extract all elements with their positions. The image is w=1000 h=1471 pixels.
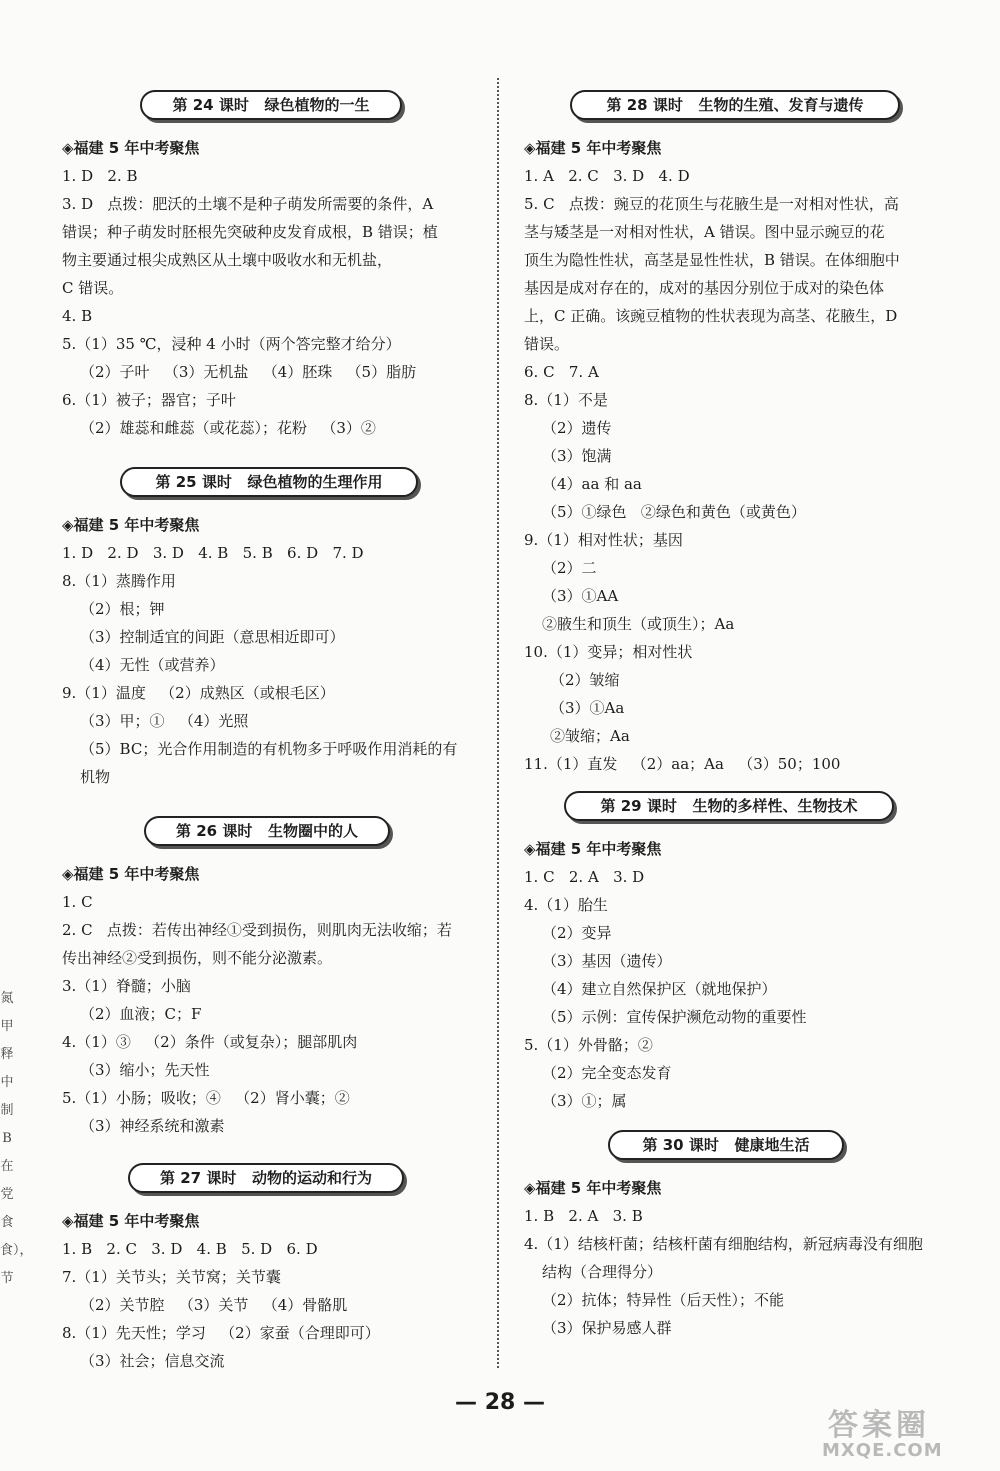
answer-line: ②皱缩；Aa: [550, 727, 630, 745]
page-number: — 28 —: [455, 1390, 545, 1415]
answer-line: （4）aa 和 aa: [542, 475, 642, 493]
answer-list: [62, 134, 482, 442]
answer-line: 1. B 2. C 3. D 4. B 5. D 6. D: [62, 1240, 318, 1258]
answer-line: 8.（1）不是: [524, 391, 608, 409]
answer-line: （3）控制适宜的间距（意思相近即可）: [80, 628, 345, 646]
answer-line: （3）①；属: [542, 1092, 627, 1110]
answer-line: 1. B 2. A 3. B: [524, 1207, 643, 1225]
answer-list: [62, 1207, 482, 1375]
answer-line: （3）饱满: [542, 447, 612, 465]
answer-line: （3）缩小；先天性: [80, 1061, 210, 1079]
answer-line: 4.（1）结核杆菌；结核杆菌有细胞结构，新冠病毒没有细胞: [524, 1235, 923, 1253]
answer-line: 顶生为隐性性状，高茎是显性性状，B 错误。在体细胞中: [524, 251, 900, 269]
answer-line: 5. C 点拨：豌豆的花顶生与花腋生是一对相对性状，高: [524, 195, 899, 213]
answer-line: 茎与矮茎是一对相对性状，A 错误。图中显示豌豆的花: [524, 223, 885, 241]
lesson-title: 第 28 课时 生物的生殖、发育与遗传: [570, 90, 900, 120]
adjacent-page-edge-text: 氮甲释中制B在党食食），节: [0, 991, 33, 1286]
answer-line: （3）基因（遗传）: [542, 952, 672, 970]
answer-line: 1. A 2. C 3. D 4. D: [524, 167, 690, 185]
answer-line: 基因是成对存在的，成对的基因分别位于成对的染色体: [524, 279, 885, 297]
answer-line: 6.（1）被子；器官；子叶: [62, 391, 236, 409]
lesson-title: 第 27 课时 动物的运动和行为: [128, 1163, 404, 1193]
answer-line: （5）示例：宣传保护濒危动物的重要性: [542, 1008, 807, 1026]
answer-line: （2）关节腔 （3）关节 （4）骨骼肌: [80, 1296, 348, 1314]
answer-line: （2）遗传: [542, 419, 612, 437]
answer-list: [524, 134, 954, 778]
answer-line: 4.（1）胎生: [524, 896, 608, 914]
answer-line: 4.（1）③ （2）条件（或复杂）；腿部肌肉: [62, 1033, 358, 1051]
section-heading: ◈福建 5 年中考聚焦: [62, 139, 200, 157]
answer-line: 10.（1）变异；相对性状: [524, 643, 693, 661]
answer-line: （2）二: [542, 559, 597, 577]
section-heading: ◈福建 5 年中考聚焦: [62, 865, 200, 883]
answer-line: （2）根；钾: [80, 600, 165, 618]
answer-list: [62, 860, 482, 1140]
answer-line: 上，C 正确。该豌豆植物的性状表现为高茎、花腋生，D: [524, 307, 898, 325]
watermark-logo: [820, 1400, 990, 1466]
answer-line: （2）血液；C；F: [80, 1005, 202, 1023]
answer-line: 1. D 2. B: [62, 167, 138, 185]
watermark-text: 答案圈: [828, 1408, 930, 1443]
answer-line: 1. C 2. A 3. D: [524, 868, 645, 886]
answer-line: （2）抗体；特异性（后天性）；不能: [542, 1291, 785, 1309]
answer-line: 1. C: [62, 893, 93, 911]
section-heading: ◈福建 5 年中考聚焦: [524, 840, 662, 858]
answer-line: （3）①Aa: [550, 699, 625, 717]
lesson-title: 第 29 课时 生物的多样性、生物技术: [564, 791, 894, 821]
answer-line: 4. B: [62, 307, 93, 325]
answer-line: 8.（1）蒸腾作用: [62, 572, 176, 590]
answer-line: （3）甲；① （4）光照: [80, 712, 249, 730]
answer-line: 9.（1）温度 （2）成熟区（或根毛区）: [62, 684, 335, 702]
answer-line: （5）①绿色 ②绿色和黄色（或黄色）: [542, 503, 806, 521]
answer-list: [62, 511, 482, 791]
answer-line: （2）子叶 （3）无机盐 （4）胚珠 （5）脂肪: [80, 363, 417, 381]
answer-line: 5.（1）35 ℃，浸种 4 小时（两个答完整才给分）: [62, 335, 401, 353]
section-heading: ◈福建 5 年中考聚焦: [62, 1212, 200, 1230]
answer-line: 物主要通过根尖成熟区从土壤中吸收水和无机盐，: [62, 251, 393, 269]
answer-list: [524, 835, 954, 1115]
lesson-title: 第 26 课时 生物圈中的人: [144, 816, 390, 846]
answer-line: （4）建立自然保护区（就地保护）: [542, 980, 777, 998]
answer-line: （3）神经系统和激素: [80, 1117, 225, 1135]
answer-line: （2）完全变态发育: [542, 1064, 672, 1082]
answer-line: 11.（1）直发 （2）aa；Aa （3）50；100: [524, 755, 841, 773]
answer-line: 机物: [80, 768, 111, 786]
answer-line: 错误。: [524, 335, 570, 353]
answer-line: C 错误。: [62, 279, 124, 297]
section-heading: ◈福建 5 年中考聚焦: [524, 1179, 662, 1197]
section-heading: ◈福建 5 年中考聚焦: [524, 139, 662, 157]
answer-line: 6. C 7. A: [524, 363, 599, 381]
answer-line: 3.（1）脊髓；小脑: [62, 977, 191, 995]
answer-line: 5.（1）外骨骼；②: [524, 1036, 653, 1054]
answer-line: ②腋生和顶生（或顶生）；Aa: [542, 615, 735, 633]
section-heading: ◈福建 5 年中考聚焦: [62, 516, 200, 534]
answer-line: 错误；种子萌发时胚根先突破种皮发育成根，B 错误；植: [62, 223, 438, 241]
answer-line: 传出神经②受到损伤，则不能分泌激素。: [62, 949, 333, 967]
answer-line: （3）①AA: [542, 587, 619, 605]
lesson-title: 第 30 课时 健康地生活: [608, 1130, 844, 1160]
answer-line: （3）社会；信息交流: [80, 1352, 225, 1370]
answer-line: （2）变异: [542, 924, 612, 942]
lesson-title: 第 25 课时 绿色植物的生理作用: [120, 467, 418, 497]
answer-line: 5.（1）小肠；吸收；④ （2）肾小囊；②: [62, 1089, 350, 1107]
watermark-url: MXQE.COM: [822, 1440, 943, 1461]
lesson-title: 第 24 课时 绿色植物的一生: [140, 90, 402, 120]
answer-line: （3）保护易感人群: [542, 1319, 672, 1337]
answer-line: 2. C 点拨：若传出神经①受到损伤，则肌肉无法收缩；若: [62, 921, 452, 939]
answer-line: 3. D 点拨：肥沃的土壤不是种子萌发所需要的条件，A: [62, 195, 434, 213]
answer-line: 8.（1）先天性；学习 （2）家蚕（合理即可）: [62, 1324, 380, 1342]
column-divider: [497, 78, 499, 1368]
answer-line: （2）雄蕊和雌蕊（或花蕊）；花粉 （3）②: [80, 419, 376, 437]
answer-line: （2）皱缩: [550, 671, 620, 689]
answer-line: （4）无性（或营养）: [80, 656, 225, 674]
answer-line: 结构（合理得分）: [542, 1263, 663, 1281]
answer-line: 7.（1）关节头；关节窝；关节囊: [62, 1268, 281, 1286]
answer-line: 1. D 2. D 3. D 4. B 5. B 6. D 7. D: [62, 544, 364, 562]
answer-line: 9.（1）相对性状；基因: [524, 531, 683, 549]
answer-line: （5）BC；光合作用制造的有机物多于呼吸作用消耗的有: [80, 740, 458, 758]
answer-list: [524, 1174, 954, 1342]
